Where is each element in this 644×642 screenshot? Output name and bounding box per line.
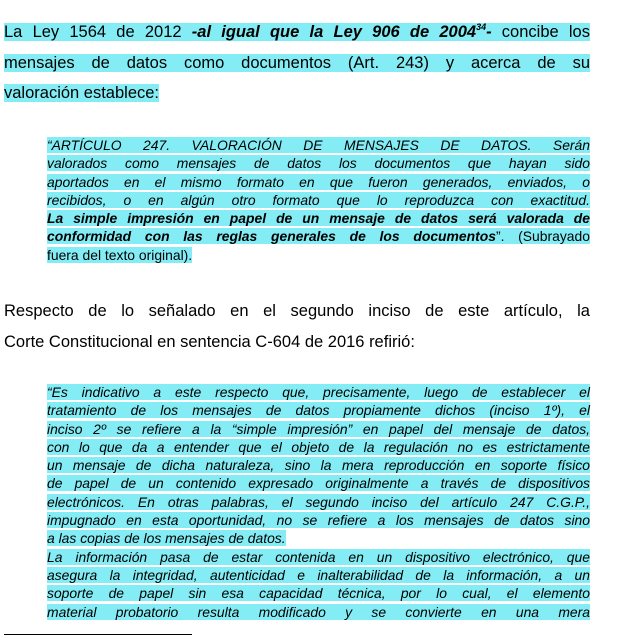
text-run: concibe los: [491, 23, 590, 41]
emphasis-run: conformidad con las reglas generales de los documentos: [47, 228, 496, 245]
citation-law-906: -al igual que la Ley 906 de 2004$^{34}$-: [191, 22, 492, 41]
text-run: La Ley 1564 de 2012: [4, 23, 192, 41]
quote-line: material probatorio resulta modificado y se convierte en una mera: [47, 603, 590, 620]
paragraph-line: Corte Constitucional en sentencia C-604 de 2016 refirió:: [4, 332, 415, 351]
quote-line-emphasis: La simple impresión en papel de un mensaje de datos será valorada de: [47, 210, 590, 227]
text-run: ”. (Subrayado: [495, 228, 590, 245]
quote-line: tratamiento de los mensajes de datos propiamente dichos (inciso 1º), el: [47, 402, 590, 419]
quote-line: soporte de papel sin esa capacidad técnica, por lo cual, el elemento: [47, 585, 590, 602]
quote-line: [47, 227, 590, 245]
paragraph-line: [4, 17, 590, 48]
quote-line: un mensaje de dicha naturaleza, sino la mera reproducción en soporte físico: [47, 457, 590, 474]
quote-line: recibidos, o en algún otro formato que lo reproduzca con exactitud.: [47, 191, 590, 208]
paragraph-line: mensajes de datos como documentos (Art. 243) y acerca de su: [4, 53, 590, 72]
paragraph-reference: [4, 296, 590, 357]
quote-line: asegura la integridad, autenticidad e inalterabilidad de la información, a un: [47, 566, 590, 583]
quote-line: impugnado en esta oportunidad, no se refiere a los mensajes de datos sino: [47, 512, 590, 529]
quote-line: con lo que da a entender que el objeto de la regulación no es estrictamente: [47, 438, 590, 455]
quote-line: La información pasa de estar contenida en un dispositivo electrónico, que: [47, 548, 590, 565]
quote-line: electrónicos. En otras palabras, el segundo inciso del artículo 247 C.G.P.,: [47, 493, 590, 510]
quote-line: de papel de un contenido expresado originalmente a través de dispositivos: [47, 475, 590, 492]
quote-line: inciso 2º se refiere a la “simple impresión” en papel del mensaje de datos,: [47, 420, 590, 437]
quote-line: a las copias de los mensajes de datos.: [47, 530, 286, 547]
quote-line: “Es indicativo a este respecto que, precisamente, luego de establecer el: [47, 384, 590, 400]
paragraph-line: Respecto de lo señalado en el segundo inciso de este artículo, la: [4, 302, 590, 320]
quote-line: aportados en el mismo formato en que fueron generados, enviados, o: [47, 173, 590, 190]
quote-article-247: [47, 136, 590, 264]
quote-sentence-c604: [47, 383, 590, 621]
footnote-ref: 34: [476, 22, 487, 32]
paragraph-intro: [4, 17, 590, 109]
footnote-separator: [4, 634, 192, 635]
paragraph-line: valoración establece:: [4, 84, 160, 102]
quote-line: “ARTÍCULO 247. VALORACIÓN DE MENSAJES DE DATOS. Serán: [47, 137, 590, 153]
quote-line: valorados como mensajes de datos los documentos que hayan sido: [47, 155, 590, 172]
quote-line: fuera del texto original).: [47, 246, 193, 263]
